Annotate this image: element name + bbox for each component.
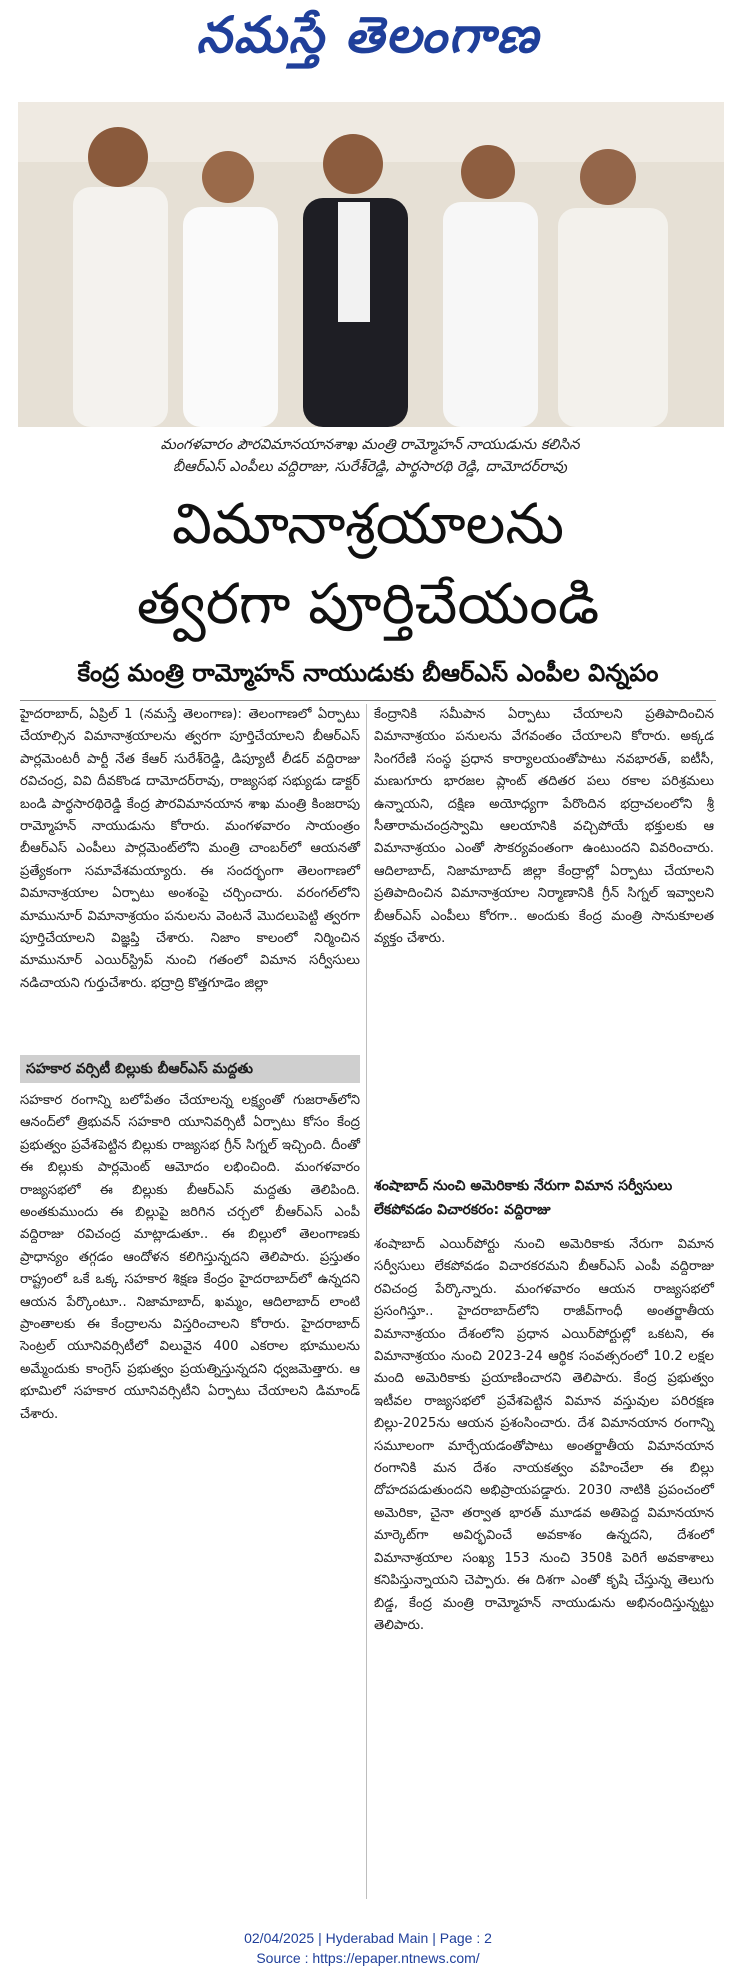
masthead — [0, 4, 736, 66]
group-photo-illustration — [18, 102, 724, 427]
masthead-title: నమస్తే తెలంగాణ — [196, 6, 540, 64]
news-photo — [18, 102, 724, 427]
section-title-shamshabad: శంషాబాద్ నుంచి అమెరికాకు నేరుగా విమాన సర్వీసులు లేకపోవడం విచారకరం: వద్దిరాజు — [374, 1178, 673, 1218]
article-column-2 — [374, 704, 714, 950]
article-text-1: హైదరాబాద్, ఏప్రిల్ 1 (నమస్తే తెలంగాణ): తెలంగాణలో ఏర్పాటు చేయాల్సిన విమానాశ్రయాలను త్వరగా పూర్తిచేయాలని బీఆర్ఎస్ పార్లమెంటరీ పార్టీ నేత కేఆర్ సురేశ్‌రెడ్డి, డిప్యూటీ లీడర్ వద్దిరాజు రవిచంద్ర, వివి దీవకొండ దామోదర్‌రావు, రాజ్యసభ సభ్యుడు డాక్టర్ బండి పార్థసారథిరెడ్డి కేంద్ర పౌరవిమానయాన శాఖ మంత్రి కింజరాపు రామ్మోహన్ నాయుడును కోరారు. మంగళవారం సాయంత్రం బీఆర్ఎస్ ఎంపీలు పార్లమెంట్‌లోని మంత్రి చాంబర్‌లో ఆయనతో ప్రత్యేకంగా సమావేశమయ్యారు. ఈ సందర్భంగా తెలంగాణలో విమానాశ్రయాల ఏర్పాటు అంశంపై చర్చించారు. వరంగల్‌లోని మామునూర్ విమానాశ్రయం పనులను వెంటనే మొదలుపెట్టి త్వరగా పూర్తిచేయాలని విజ్ఞప్తి చేశారు. నిజాం కాలంలో నిర్మించిన మామునూర్ ఎయిర్‌స్ట్రిప్ నుంచి గతంలో విమాన సర్వీసులు నడిచాయని గుర్తుచేశారు. భద్రాద్రి కొత్తగూడెం జిల్లా — [20, 707, 360, 991]
caption-line-1: మంగళవారం పౌరవిమానయానశాఖ మంత్రి రామ్మోహన్ నాయుడును కలిసిన — [160, 437, 580, 453]
footer-date-edition: 02/04/2025 | Hyderabad Main | Page : 2 — [244, 1930, 492, 1946]
article-column-1 — [20, 704, 360, 995]
headline-line-2: త్వరగా పూర్తిచేయండి — [136, 572, 600, 637]
page-footer — [0, 1928, 736, 1968]
headline-line-1: విమానాశ్రయాలను — [171, 492, 565, 557]
article-column-4 — [374, 1234, 714, 1637]
section-title-cooperative-bill: సహకార వర్సిటీ బిల్లుకు బీఆర్ఎస్ మద్దతు — [20, 1055, 360, 1083]
article-text-4: శంషాబాద్ ఎయిర్‌పోర్టు నుంచి అమెరికాకు నేరుగా విమాన సర్వీసులు లేకపోవడం విచారకరమని బీఆర్ఎస్ ఎంపీ వద్దిరాజు రవిచంద్ర పేర్కొన్నారు. మంగళవారం ఆయన రాజ్యసభలో ప్రసంగిస్తూ.. హైదరాబాద్‌లోని రాజీవ్‌గాంధీ అంతర్జాతీయ విమానాశ్రయం దేశంలోని ప్రధాన ఎయిర్‌పోర్టుల్లో ఒకటని, ఈ విమానాశ్రయం నుంచి 2023-24 ఆర్థిక సంవత్సరంలో 10.2 లక్షల మంది అమెరికాకు ప్రయాణించారని తెలిపారు. కేంద్ర ప్రభుత్వం ఇటీవల రాజ్యసభలో ప్రవేశపెట్టిన విమాన వస్తువుల పరిరక్షణ బిల్లు-2025ను ఆయన ప్రశంసించారు. దేశ విమానయాన రంగాన్ని సమూలంగా మార్చేయడంతోపాటు అంతర్జాతీయ విమానయాన రంగానికి మన దేశం నాయకత్వం వహించేలా ఈ బిల్లు దోహదపడుతుందని అభిప్రాయపడ్డారు. 2030 నాటికి ప్రపంచంలో అమెరికా, చైనా తర్వాత భారత్ మూడవ అతిపెద్ద విమానయాన మార్కెట్‌గా అవిర్భవించే అవకాశం ఉన్నదని, దేశంలో విమానాశ్రయాల సంఖ్య 153 నుంచి 350కి పెరిగే అవకాశాలు కనిపిస్తున్నాయని చెప్పారు. ఈ దిశగా ఎంతో కృషి చేస్తున్న తెలుగు బిడ్డ, కేంద్ర మంత్రి రామ్మోహన్ నాయుడును అభినందిస్తున్నట్టు తెలిపారు. — [374, 1237, 714, 1633]
column-divider — [366, 704, 367, 1899]
footer-source: Source : https://epaper.ntnews.com/ — [256, 1950, 480, 1966]
headline — [10, 485, 726, 645]
article-column-3 — [20, 1090, 360, 1426]
article-text-3: సహకార రంగాన్ని బలోపేతం చేయాలన్న లక్ష్యంతో గుజరాత్‌లోని ఆనంద్‌లో త్రిభువన్ సహకారి యూనివర్సిటీ ఏర్పాటు కోసం కేంద్ర ప్రభుత్వం ప్రవేశపెట్టిన బిల్లుకు రాజ్యసభ గ్రీన్ సిగ్నల్ ఇచ్చింది. దీంతో ఈ బిల్లుకు పార్లమెంట్ ఆమోదం లభించింది. మంగళవారం రాజ్యసభలో ఈ బిల్లుకు బీఆర్ఎస్ మద్దతు తెలిపింది. అంతకుముందు ఈ బిల్లుపై జరిగిన చర్చలో బీఆర్ఎస్ ఎంపీ వద్దిరాజు రవిచంద్ర మాట్లాడుతూ.. ఈ బిల్లులో తెలంగాణకు ప్రాధాన్యం తగ్గడం ఆందోళన కలిగిస్తున్నదని తెలిపారు. ప్రస్తుతం రాష్ట్రంలో ఒకే ఒక్క సహకార శిక్షణ కేంద్రం హైదరాబాద్‌లో ఉన్నదని ఆయన పేర్కొంటూ.. నిజామాబాద్, ఖమ్మం, ఆదిలాబాద్ లాంటి ప్రాంతాలకు ఈ కేంద్రాలను విస్తరించాలని కోరారు. హైదరాబాద్ సెంట్రల్ యూనివర్సిటీలో విలువైన 400 ఎకరాల భూములను అమ్మేందుకు కాంగ్రెస్ ప్రభుత్వం ప్రయత్నిస్తున్నదని ధ్వజమెత్తారు. ఆ భూమిలో సహకార యూనివర్సిటీని ఏర్పాటు చేయాలని డిమాండ్ చేశారు. — [20, 1093, 360, 1422]
divider — [20, 700, 716, 701]
article-text-2: కేంద్రానికి సమీపాన ఏర్పాటు చేయాలని ప్రతిపాదించిన విమానాశ్రయం పనులను వేగవంతం చేయాలని కోరారు. అక్కడ సింగరేణి సంస్థ ప్రధాన కార్యాలయంతోపాటు నవభారత్, ఐటీసీ, మణుగూరు భారజల ప్లాంట్ తదితర పలు రకాల పరిశ్రమలు ఉన్నాయని, దక్షిణ అయోధ్యగా పేరొందిన భద్రాచలంలోని శ్రీ సీతారామచంద్రస్వామి ఆలయానికి వచ్చిపోయే భక్తులకు ఆ విమానాశ్రయం ఎంతో సౌకర్యవంతంగా ఉంటుందని వివరించారు. ఆదిలాబాద్, నిజామాబాద్ జిల్లా కేంద్రాల్లో ఏర్పాటు చేయాలని ప్రతిపాదించిన విమానాశ్రయాల నిర్మాణానికి గ్రీన్ సిగ్నల్ ఇవ్వాలని బీఆర్ఎస్ ఎంపీలు కోరగా.. అందుకు కేంద్ర మంత్రి సానుకూలత వ్యక్తం చేశారు. — [374, 707, 714, 947]
photo-caption — [20, 434, 720, 478]
subheadline: కేంద్ర మంత్రి రామ్మోహన్ నాయుడుకు బీఆర్ఎస్ ఎంపీల విన్నపం — [77, 659, 659, 687]
caption-line-2: బీఆర్ఎస్ ఎంపీలు వద్దిరాజు, సురేశ్‌రెడ్డి, పార్థసారథి రెడ్డి, దామోదర్‌రావు — [172, 459, 568, 475]
